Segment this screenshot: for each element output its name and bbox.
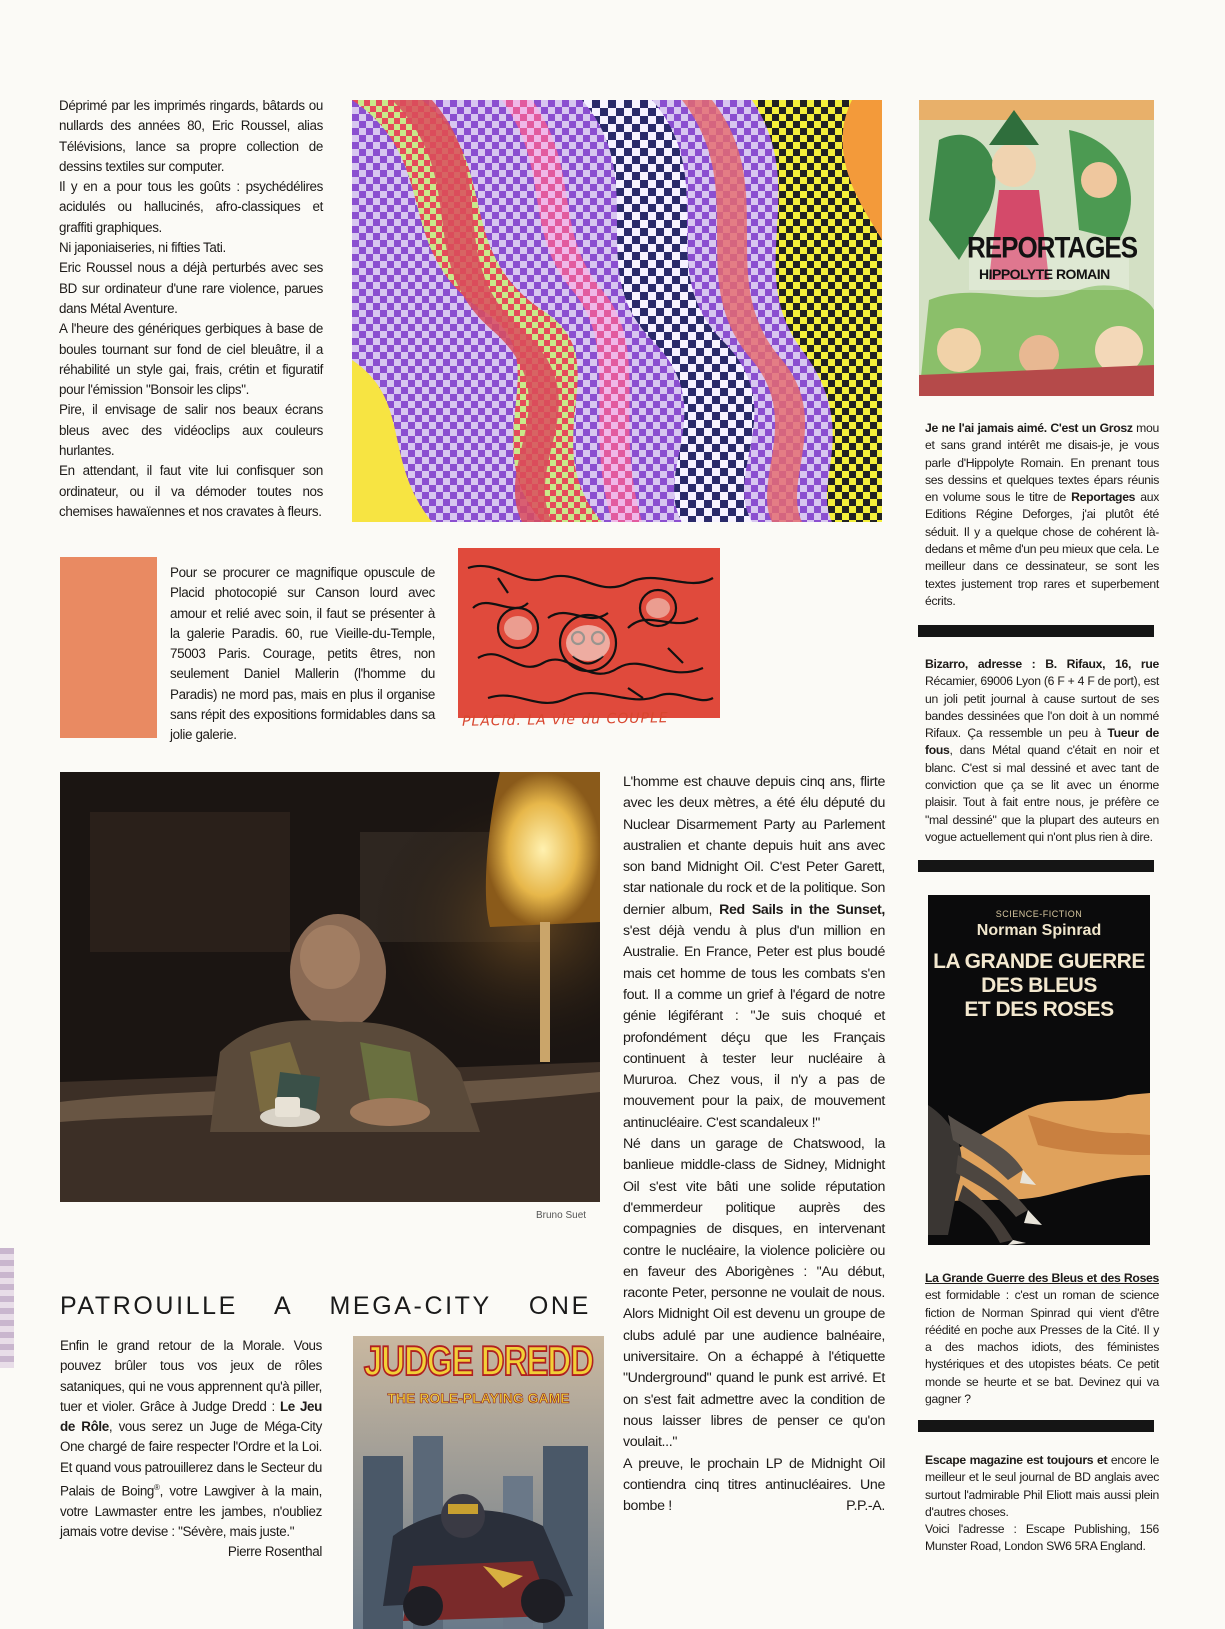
divider [918, 625, 1154, 637]
grosz-review-text: aux Editions Régine Deforges, j'ai plutôt été séduit. Il y a quelque chose de cohérent là-dedans et même d'un peu mieux que cela. Le meilleur dans ce dessinateur, se sont les textes justement trop rares et superbement écrits. [925, 490, 1159, 608]
bizarro-review [925, 656, 1159, 846]
album-title: Red Sails in the Sunset, [719, 901, 885, 918]
grosz-review [925, 420, 1159, 610]
bizarro-review-text: Récamier, 69006 Lyon (6 F + 4 F de port), est un joli petit journal à cause surtout de ses bandes dessinées que l'on doit à un nommé Rifaux. Ça ressemble un peu à [925, 674, 1159, 741]
intro-paragraph: A l'heure des génériques gerbiques à base de boules tournant sur fond de ciel bleuâtre, il a réhabilité un style gai, frais, crétin et figuratif pour l'émission "Bonsoir les clips". [59, 321, 323, 398]
escape-review [925, 1452, 1159, 1556]
bizarro-review-lead: Bizarro, adresse : B. Rifaux, 16, rue [925, 657, 1159, 671]
divider [918, 860, 1154, 872]
reportages-cover-author: HIPPOLYTE ROMAIN [979, 266, 1110, 282]
megacity-text: , vous serez un Juge de Méga-City One chargé de faire respecter l'Ordre et la Loi. Et quand vous patrouillerez dans le Secteur du Palais de Boing [60, 1419, 322, 1499]
book-cover-author: Norman Spinrad [976, 922, 1102, 939]
intro-paragraph: Déprimé par les imprimés ringards, bâtards ou nullards des années 80, Eric Roussel, alias Télévisions, lance sa propre collection de dessins textiles sur computer. [59, 98, 323, 174]
registered-mark: ® [154, 1483, 160, 1493]
escape-review-text: encore le meilleur et le seul journal de BD anglais avec surtout l'admirable Phil Eliott mais aussi plein d'autres choses. [925, 1453, 1159, 1519]
intro-paragraph: Eric Roussel nous a déjà perturbés avec ses BD sur ordinateur d'une rare violence, parues dans Métal Aventure. [59, 260, 323, 316]
reportages-cover-title: REPORTAGES [967, 229, 1138, 265]
judge-dredd-cover [353, 1336, 604, 1629]
page-edge-decoration [0, 1248, 14, 1368]
textile-design-image [352, 100, 882, 522]
intro-paragraph: Pire, il envisage de salir nos beaux écrans bleus avec des vidéoclips aux couleurs hurlantes. [59, 402, 323, 459]
intro-paragraph: Il y en a pour tous les goûts : psychédélires acidulés ou hallucinés, afro-classiques et graffiti graphiques. [59, 179, 323, 235]
intro-paragraph: En attendant, il faut vite lui confisquer son ordinateur, ou il va démoder toutes nos chemises hawaïennes et nos cravates à fleurs. [59, 463, 323, 519]
placid-article: Pour se procurer ce magnifique opuscule de Placid photocopié sur Canson lourd avec amour et relié avec soin, il faut se présenter à la galerie Paradis. 60, rue Vieille-du-Temple, 75003 Paris. Courage, petits êtres, non seulement Daniel Mallerin (l'homme du Paradis) ne mord pas, mais en plus il organise sans répit des expositions formidables dans sa jolie galerie. [170, 565, 435, 743]
grosz-review-title: Reportages [1071, 490, 1136, 505]
bizarro-review-text: , dans Métal quand c'était en noir et blanc. C'est si mal dessiné et avec tant de conviction que ça se lit avec un énorme plaisir. Tout à fait entre nous, je préfère ce "mal dessiné" que la plupart des auteurs en vogue actuellement qui n'ont plus rien à dire. [925, 743, 1159, 844]
placid-caption: PLACid. LA vie du COUPLE [461, 710, 669, 730]
placid-drawing [458, 548, 720, 718]
garett-paragraph: Né dans un garage de Chatswood, la banlieue middle-class de Sidney, Midnight Oil s'est vite bâti une solide réputation d'emmerdeur politique auprès des compagnies de disques, en intervenant contre le nucléaire, la violence policière ou en faveur des Aborigènes : "Au début, raconte Peter, personne ne voulait de nous. Alors Midnight Oil est devenu un groupe de clubs adulé par une audience balnéaire, universitaire. On a échappé à l'étiquette "Underground" quand le punk est arrivé. Et on s'est fait admettre avec la condition de nous laisser libres de penser ce qu'on voulait..." [623, 1136, 885, 1451]
book-series-label: SCIENCE-FICTION [995, 909, 1083, 919]
hand-claw-illustration [928, 1045, 1150, 1245]
article-signature: P.P.-A. [846, 1498, 885, 1515]
escape-address: Voici l'adresse : Escape Publishing, 156 Munster Road, London SW6 5RA England. [925, 1522, 1159, 1554]
book-cover-title-line: ET DES ROSES [964, 998, 1114, 1021]
garett-text: L'homme est chauve depuis cinq ans, flirte avec les deux mètres, a été élu député du Nuclear Disarmement Party au Parlement australien et chante depuis huit ans avec son band Midnight Oil. C'est Peter Garett, star nationale du rock et de la politique. Son dernier album, [623, 774, 885, 918]
accent-swatch [60, 557, 157, 738]
spinrad-review-lead: La Grande Guerre des Bleus et des Roses [925, 1271, 1159, 1285]
spinrad-book-cover [928, 895, 1150, 1245]
garett-text: s'est déjà vendu à plus d'un million en Australie. En France, Peter est plus boudé mais cet homme de tous les combats s'en fout. Il a comme un grief à l'égard de notre génie légiférant : "Je suis choqué et profondément déçu que les Français continuent à tester leur nucléaire à Mururoa. Chez vous, il n'y a pas de mouvement pour la paix, de mouvement antinucléaire. C'est scandaleux !" [623, 923, 885, 1131]
garett-paragraph: A preuve, le prochain LP de Midnight Oil contiendra cinq titres antinucléaires. Une bombe ! [623, 1455, 885, 1515]
judge-dredd-cover-subtitle: THE ROLE-PLAYING GAME [387, 1390, 570, 1406]
spinrad-review-text: est formidable : c'est un roman de science fiction de Norman Spinrad qui vient d'être réédité en poche aux Presses de la Cité. Il y a des machos idiots, des féministes hystériques et des utopistes béats. Ce petit monde se heurte et se bat. Devinez qui va gagner ? [925, 1288, 1159, 1407]
megacity-headline: PATROUILLE A MEGA-CITY ONE [60, 1292, 591, 1320]
bizarro-review-title: Tueur de fous [925, 726, 1159, 758]
grosz-review-text: mou et sans grand intérêt me disais-je, je vous parle d'Hippolyte Romain. En prenant tous ses dessins et quelques textes épars réunis en volume sous le titre de [925, 421, 1159, 505]
grosz-review-lead: Je ne l'ai jamais aimé. C'est un Grosz [925, 421, 1133, 435]
spinrad-review [925, 1270, 1159, 1408]
megacity-text: Enfin le grand retour de la Morale. Vous pouvez brûler tous vos jeux de rôles sataniques, qui ne vous apprennent qu'à piller, tuer et violer. Grâce à Judge Dredd : [60, 1338, 322, 1414]
escape-review-lead: Escape magazine est toujours et [925, 1453, 1108, 1467]
book-cover-title [928, 950, 1150, 1022]
megacity-author: Pierre Rosenthal [227, 1544, 322, 1560]
book-cover-title-line: LA GRANDE GUERRE [933, 950, 1145, 973]
intro-article [59, 96, 323, 522]
judge-dredd-cover-title: JUDGE DREDD [363, 1337, 594, 1384]
peter-garett-photo [60, 772, 600, 1202]
reportages-book-cover [919, 100, 1154, 396]
megacity-text: , votre Lawgiver à la main, votre Lawmaster entre les jambes, n'oubliez jamais votre devise : "Sévère, mais juste." [60, 1483, 322, 1540]
megacity-article [60, 1336, 322, 1563]
garett-article [623, 772, 885, 1517]
divider [918, 1420, 1154, 1432]
game-title: Le Jeu de Rôle [60, 1398, 322, 1435]
photo-credit: Bruno Suet [536, 1210, 587, 1221]
book-cover-title-line: DES BLEUS [981, 974, 1097, 997]
intro-paragraph: Ni japoniaiseries, ni fifties Tati. [59, 240, 226, 256]
